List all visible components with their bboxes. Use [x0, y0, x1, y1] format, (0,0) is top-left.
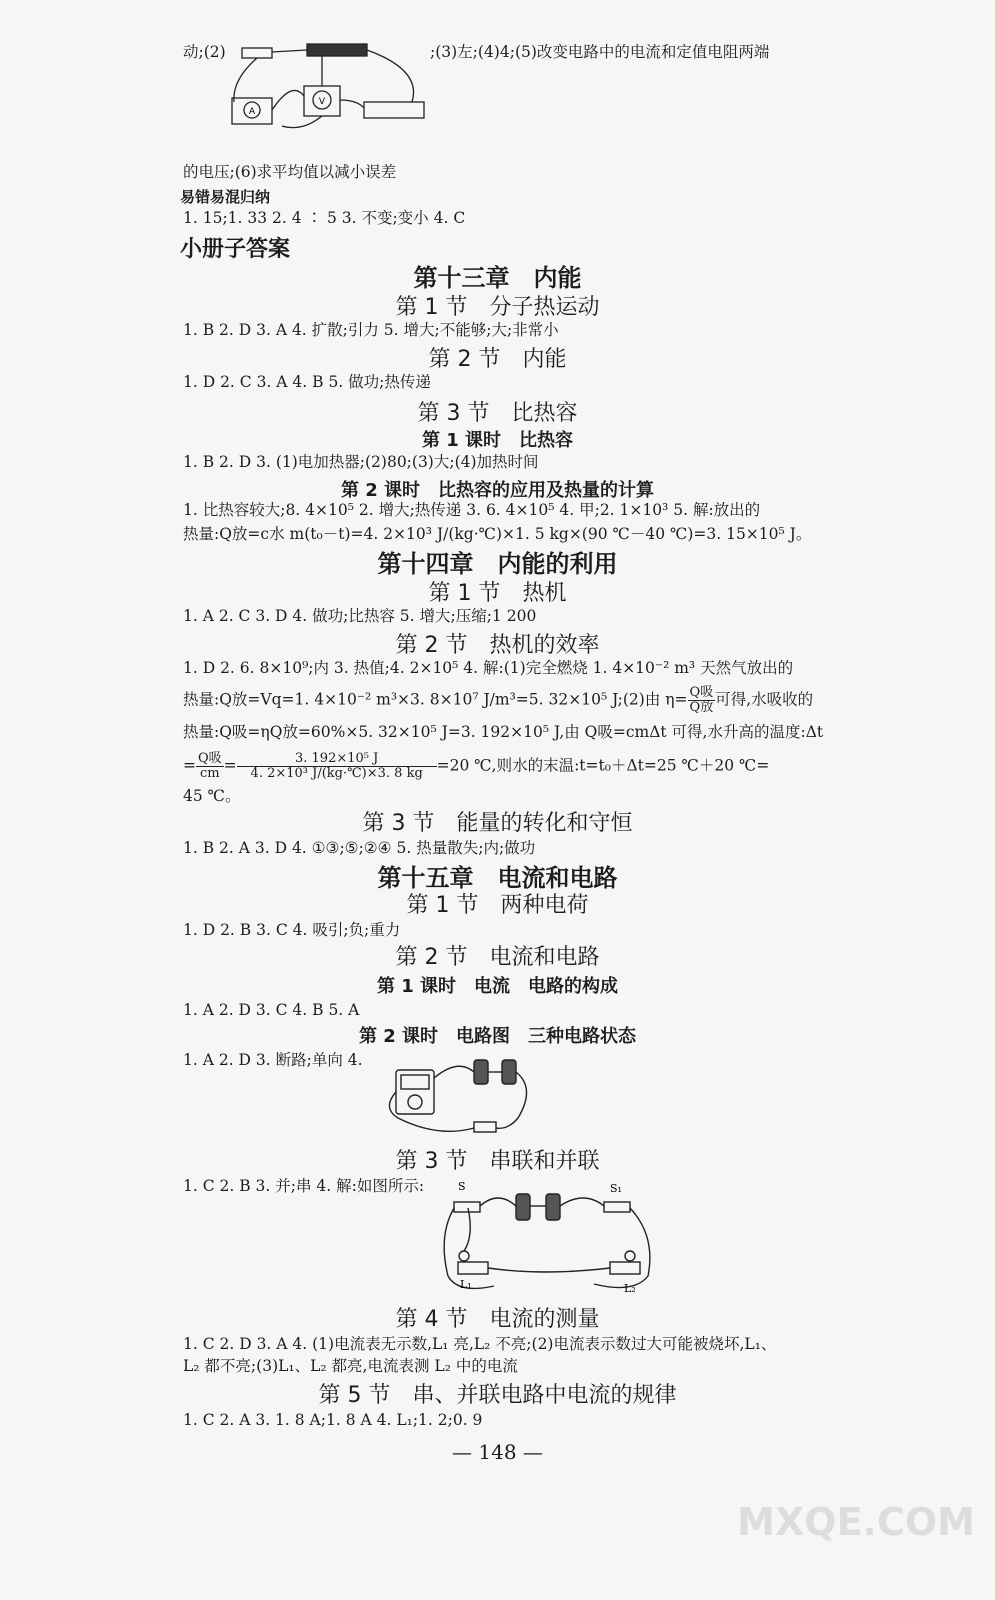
chapter-title: 第十三章 内能 [413, 264, 582, 292]
section-title: 第 2 节 热机的效率 [395, 633, 600, 658]
fraction-denominator: 4. 2×10³ J/(kg·℃)×3. 8 kg [250, 766, 423, 781]
answer-line: 45 ℃。 [183, 787, 241, 805]
lesson-title: 第 1 课时 电流 电路的构成 [376, 976, 619, 997]
answer-line: 1. B 2. D 3. A 4. 扩散;引力 5. 增大;不能够;大;非常小 [183, 321, 559, 339]
answer-line: 1. 15;1. 33 2. 4 ∶ 5 3. 不变;变小 4. C [183, 209, 466, 227]
easy-mistakes-title: 易错易混归纳 [180, 188, 271, 206]
answer-line: 1. D 2. B 3. C 4. 吸引;负;重力 [183, 921, 401, 939]
answer-line: 热量:Q吸=ηQ放=60%×5. 32×10⁵ J=3. 192×10⁵ J,由 Q吸=cmΔt 可得,水升高的温度:Δt [183, 723, 824, 741]
answer-line: 1. C 2. A 3. 1. 8 A;1. 8 A 4. L₁;1. 2;0. 9 [183, 1411, 483, 1429]
fraction-denominator: cm [200, 766, 220, 781]
answer-line: 1. A 2. D 3. 断路;单向 4. [183, 1051, 363, 1069]
answer-line [183, 752, 769, 781]
section-title: 第 2 节 电流和电路 [395, 945, 600, 970]
lamp-label: L₁ [460, 1278, 472, 1291]
switch-label: S [458, 1180, 466, 1193]
svg-text:A: A [248, 107, 256, 117]
answer-text: 热量:Q放=Vq=1. 4×10⁻² m³×3. 8×10⁷ J/m³=5. 32×10⁵ J;(2)由 η= [183, 690, 688, 709]
section-title: 第 1 节 两种电荷 [406, 893, 589, 918]
answer-text: =20 ℃,则水的末温:t=t₀＋Δt=25 ℃＋20 ℃= [436, 756, 770, 775]
fraction-numerator: Q吸 [198, 751, 222, 766]
section-title: 第 3 节 能量的转化和守恒 [362, 811, 633, 836]
answer-line: 的电压;(6)求平均值以减小误差 [183, 163, 397, 181]
answer-line: 1. B 2. D 3. (1)电加热器;(2)80;(3)大;(4)加热时间 [183, 453, 539, 471]
answer-line: 1. D 2. C 3. A 4. B 5. 做功;热传递 [183, 373, 431, 391]
fraction [196, 752, 224, 781]
answer-line: L₂ 都不亮;(3)L₁、L₂ 都亮,电流表测 L₂ 中的电流 [183, 1357, 518, 1375]
chapter-title: 第十四章 内能的利用 [377, 550, 618, 578]
answer-line [183, 686, 813, 715]
answer-text: 可得,水吸收的 [715, 690, 814, 709]
section-title: 第 1 节 热机 [428, 581, 567, 606]
answer-line: 1. D 2. 6. 8×10⁹;内 3. 热值;4. 2×10⁵ 4. 解:(1)完全燃烧 1. 4×10⁻² m³ 天然气放出的 [183, 659, 794, 677]
section-title: 第 5 节 串、并联电路中电流的规律 [318, 1383, 677, 1408]
switch-label: S₁ [610, 1182, 622, 1195]
answer-line: ;(3)左;(4)4;(5)改变电路中的电流和定值电阻两端 [430, 43, 770, 61]
page-number: — 148 — [452, 1440, 543, 1464]
answer-line: 1. 比热容较大;8. 4×10⁵ 2. 增大;热传递 3. 6. 4×10⁵ 4. 甲;2. 1×10³ 5. 解:放出的 [183, 501, 761, 519]
watermark: MXQE.COM [737, 1500, 975, 1544]
section-title: 第 1 节 分子热运动 [395, 295, 600, 320]
circuit-figure-voltmeter-ammeter [222, 40, 434, 132]
svg-text:V: V [318, 97, 326, 107]
answer-line: 动;(2) [183, 43, 226, 61]
section-title: 第 2 节 内能 [428, 347, 567, 372]
circuit-figure-series [378, 1048, 538, 1140]
equals-sign: = [223, 756, 237, 775]
answer-line: 1. A 2. D 3. C 4. B 5. A [183, 1001, 360, 1019]
fraction-denominator: Q放 [689, 700, 714, 715]
lamp-label: L₂ [624, 1282, 636, 1295]
lesson-title: 第 2 课时 电路图 三种电路状态 [358, 1026, 637, 1047]
section-title: 第 3 节 串联和并联 [395, 1149, 600, 1174]
fraction [237, 752, 437, 781]
fraction-numerator: Q吸 [689, 685, 714, 700]
section-title: 第 4 节 电流的测量 [395, 1307, 600, 1332]
circuit-figure-parallel [434, 1176, 664, 1304]
booklet-title: 小册子答案 [180, 237, 291, 262]
fraction [688, 686, 716, 715]
lesson-title: 第 1 课时 比热容 [421, 430, 574, 451]
answer-text: = [183, 756, 196, 775]
answer-line: 1. C 2. D 3. A 4. (1)电流表无示数,L₁ 亮,L₂ 不亮;(2)电流表示数过大可能被烧坏,L₁、 [183, 1335, 777, 1353]
answer-line: 1. B 2. A 3. D 4. ①③;⑤;②④ 5. 热量散失;内;做功 [183, 839, 536, 857]
answer-line: 热量:Q放=c水 m(t₀－t)=4. 2×10³ J/(kg·℃)×1. 5 kg×(90 ℃－40 ℃)=3. 15×10⁵ J。 [183, 525, 812, 543]
answer-line: 1. A 2. C 3. D 4. 做功;比热容 5. 增大;压缩;1 200 [183, 607, 537, 625]
section-title: 第 3 节 比热容 [417, 401, 578, 426]
lesson-title: 第 2 课时 比热容的应用及热量的计算 [340, 480, 655, 501]
fraction-numerator: 3. 192×10⁵ J [237, 752, 437, 767]
chapter-title: 第十五章 电流和电路 [377, 864, 618, 892]
answer-line: 1. C 2. B 3. 并;串 4. 解:如图所示: [183, 1177, 425, 1195]
